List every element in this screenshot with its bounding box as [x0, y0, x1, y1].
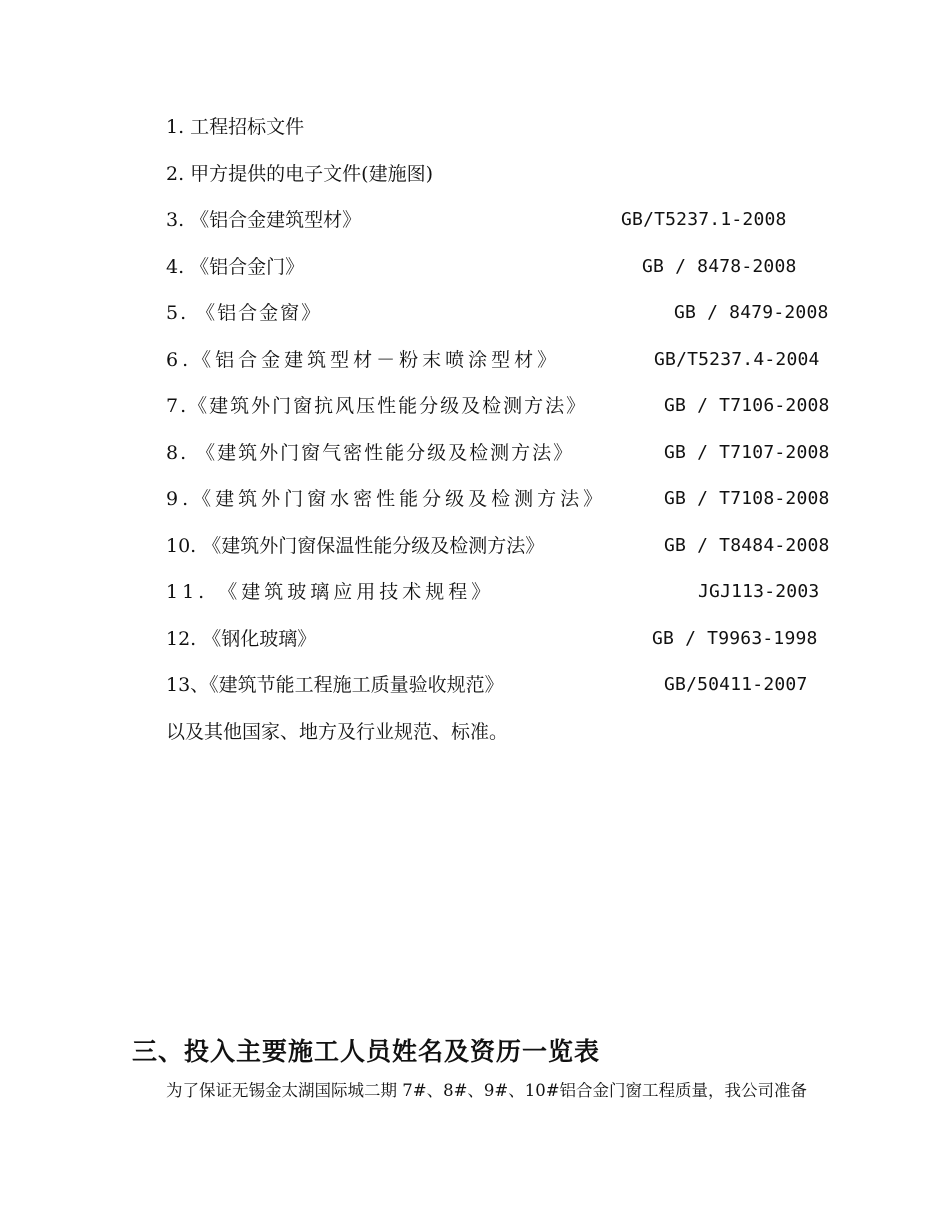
list-item: [166, 717, 818, 764]
reference-title: 2. 甲方提供的电子文件(建施图): [166, 162, 433, 185]
reference-title: 6.《铝合金建筑型材－粉末喷涂型材》: [166, 348, 561, 371]
reference-title: 7.《建筑外门窗抗风压性能分级及检测方法》: [166, 395, 588, 417]
list-item: [166, 624, 818, 671]
list-item: [166, 670, 818, 717]
list-item: [166, 484, 830, 531]
reference-title: 3. 《铝合金建筑型材》: [166, 209, 362, 231]
standard-code: GB / 8479-2008: [674, 302, 829, 323]
list-item: [166, 577, 818, 624]
standard-code: GB / T7106-2008: [664, 395, 830, 416]
reference-list: [166, 112, 830, 763]
list-item: [166, 298, 829, 345]
list-item: [166, 252, 818, 299]
standard-code: GB / T9963-1998: [652, 627, 818, 649]
standard-code: GB / T7108-2008: [664, 488, 830, 509]
standard-code: GB/T5237.1-2008: [621, 209, 787, 230]
reference-title: 12. 《钢化玻璃》: [166, 627, 317, 650]
standard-code: GB / T7107-2008: [664, 441, 830, 463]
list-item: [166, 112, 818, 159]
section-paragraph: 为了保证无锡金太湖国际城二期 7#、8#、9#、10#铝合金门窗工程质量，我公司准备: [166, 1081, 808, 1100]
standard-code: GB / 8478-2008: [642, 255, 797, 277]
reference-title: 11. 《建筑玻璃应用技术规程》: [166, 581, 495, 603]
reference-title: 10. 《建筑外门窗保温性能分级及检测方法》: [166, 534, 545, 557]
reference-title: 13、《建筑节能工程施工质量验收规范》: [166, 674, 504, 696]
list-item: [166, 531, 830, 578]
reference-title: 4. 《铝合金门》: [166, 255, 305, 278]
section-heading: 三、投入主要施工人员姓名及资历一览表: [132, 1037, 601, 1066]
list-item: [166, 159, 818, 206]
reference-title: 8. 《建筑外门窗气密性能分级及检测方法》: [166, 441, 575, 464]
list-item: [166, 345, 818, 392]
standard-code: GB/T5237.4-2004: [654, 348, 820, 370]
standard-code: GB / T8484-2008: [664, 534, 830, 556]
standard-code: JGJ113-2003: [698, 581, 820, 602]
list-item: [166, 205, 818, 252]
reference-title: 5. 《铝合金窗》: [166, 302, 323, 324]
reference-title: 1. 工程招标文件: [166, 116, 305, 138]
standard-code: GB/50411-2007: [664, 674, 808, 695]
reference-title: 9.《建筑外门窗水密性能分级及检测方法》: [166, 488, 607, 510]
list-item: [166, 391, 830, 438]
list-item: [166, 438, 830, 485]
reference-closing-line: 以及其他国家、地方及行业规范、标准。: [166, 720, 509, 743]
